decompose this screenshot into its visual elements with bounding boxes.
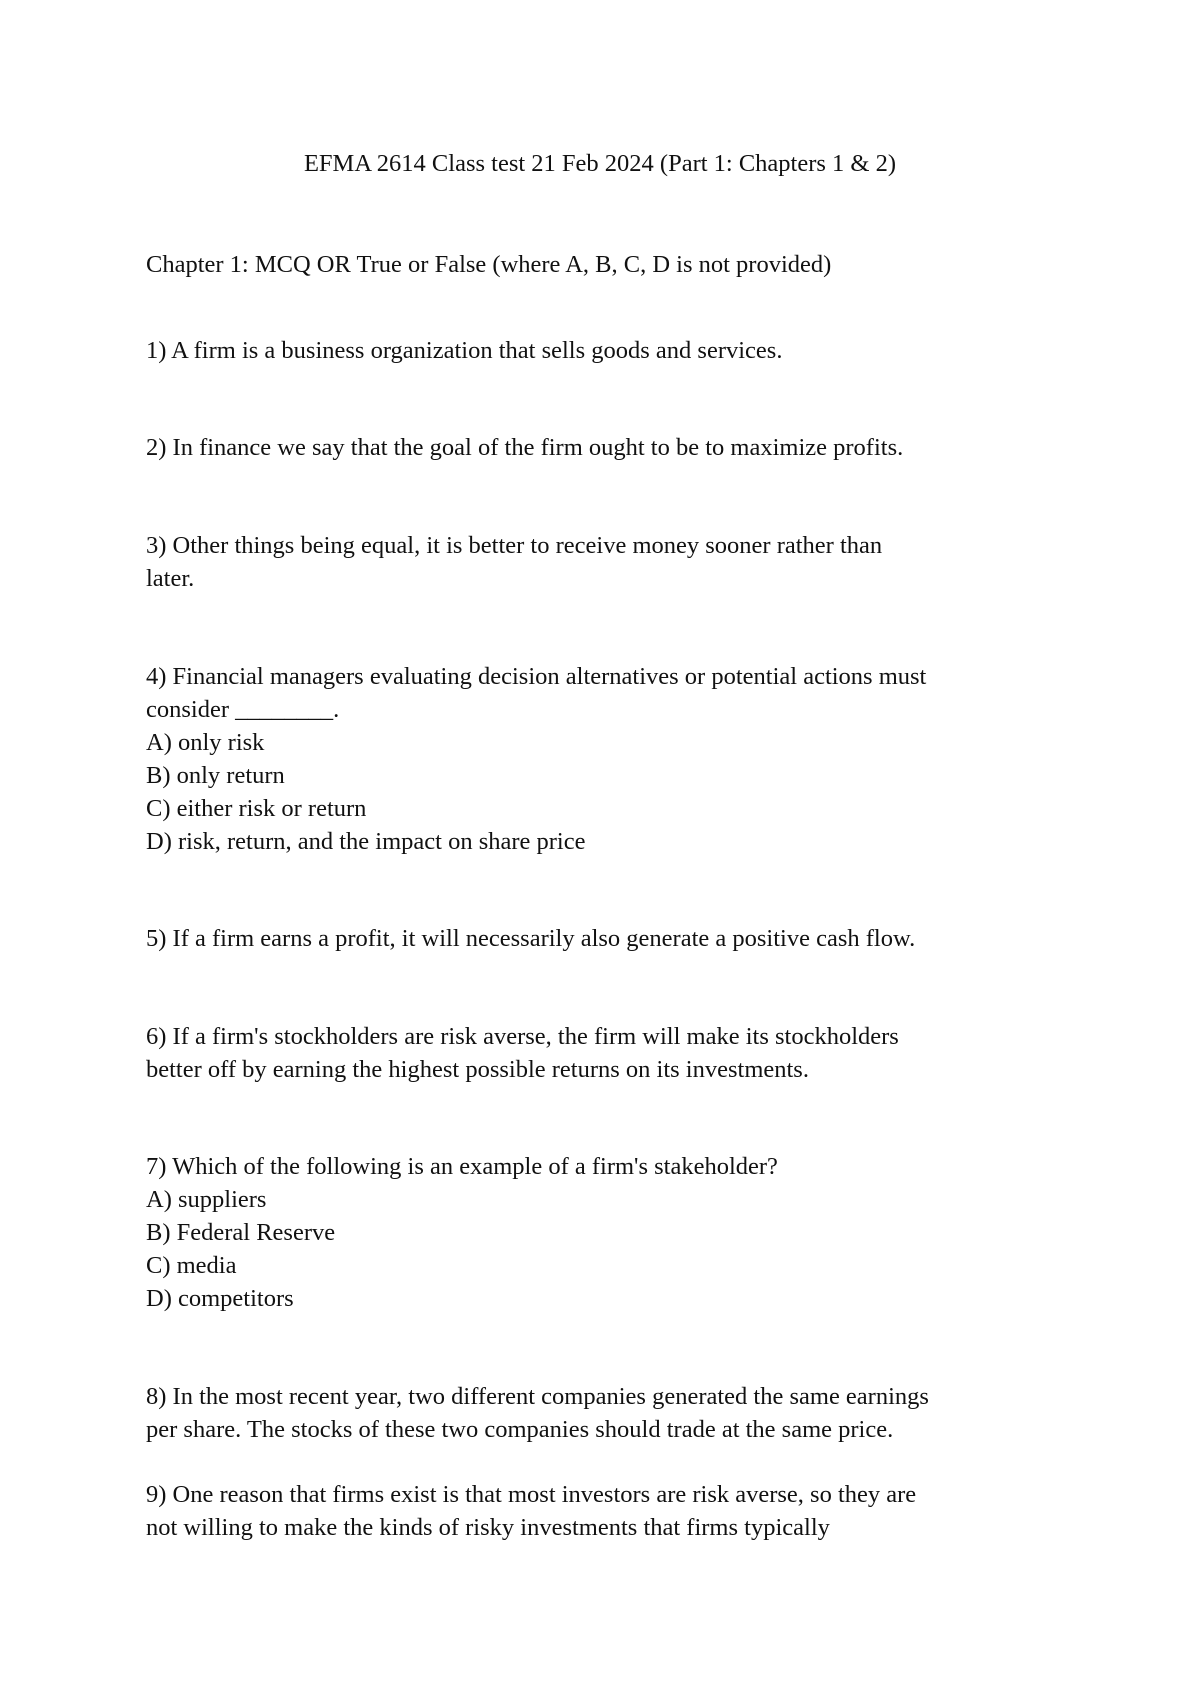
question-6-line-2: better off by earning the highest possible returns on its investments. bbox=[146, 1056, 809, 1083]
question-6-line-1: 6) If a firm's stockholders are risk averse, the firm will make its stockholders bbox=[146, 1023, 899, 1050]
question-5-line-1: 5) If a firm earns a profit, it will necessarily also generate a positive cash flow. bbox=[146, 925, 916, 952]
question-4-option-b: B) only return bbox=[146, 762, 285, 789]
question-9-line-1: 9) One reason that firms exist is that most investors are risk averse, so they are bbox=[146, 1481, 917, 1508]
question-1-line-1: 1) A firm is a business organization that sells goods and services. bbox=[146, 337, 783, 364]
section-heading: Chapter 1: MCQ OR True or False (where A, B, C, D is not provided) bbox=[146, 251, 832, 278]
question-4-line-1: 4) Financial managers evaluating decision alternatives or potential actions must bbox=[146, 663, 927, 690]
question-7-option-b: B) Federal Reserve bbox=[146, 1219, 336, 1246]
question-3-line-2: later. bbox=[146, 565, 195, 592]
question-7-line-1: 7) Which of the following is an example of a firm's stakeholder? bbox=[146, 1153, 778, 1180]
document-title: EFMA 2614 Class test 21 Feb 2024 (Part 1: Chapters 1 & 2) bbox=[303, 150, 897, 177]
question-8-line-2: per share. The stocks of these two companies should trade at the same price. bbox=[146, 1416, 894, 1443]
question-3-line-1: 3) Other things being equal, it is better to receive money sooner rather than bbox=[146, 532, 883, 559]
question-4-option-c: C) either risk or return bbox=[146, 795, 367, 822]
question-4-line-2: consider ________. bbox=[146, 696, 340, 723]
question-4-option-d: D) risk, return, and the impact on share price bbox=[146, 828, 586, 855]
question-2-line-1: 2) In finance we say that the goal of the firm ought to be to maximize profits. bbox=[146, 434, 904, 461]
question-9-line-2: not willing to make the kinds of risky investments that firms typically bbox=[146, 1514, 830, 1541]
question-7-option-d: D) competitors bbox=[146, 1285, 294, 1312]
question-4-option-a: A) only risk bbox=[146, 729, 265, 756]
question-7-option-a: A) suppliers bbox=[146, 1186, 267, 1213]
question-8-line-1: 8) In the most recent year, two different companies generated the same earnings bbox=[146, 1383, 929, 1410]
question-7-option-c: C) media bbox=[146, 1252, 237, 1279]
